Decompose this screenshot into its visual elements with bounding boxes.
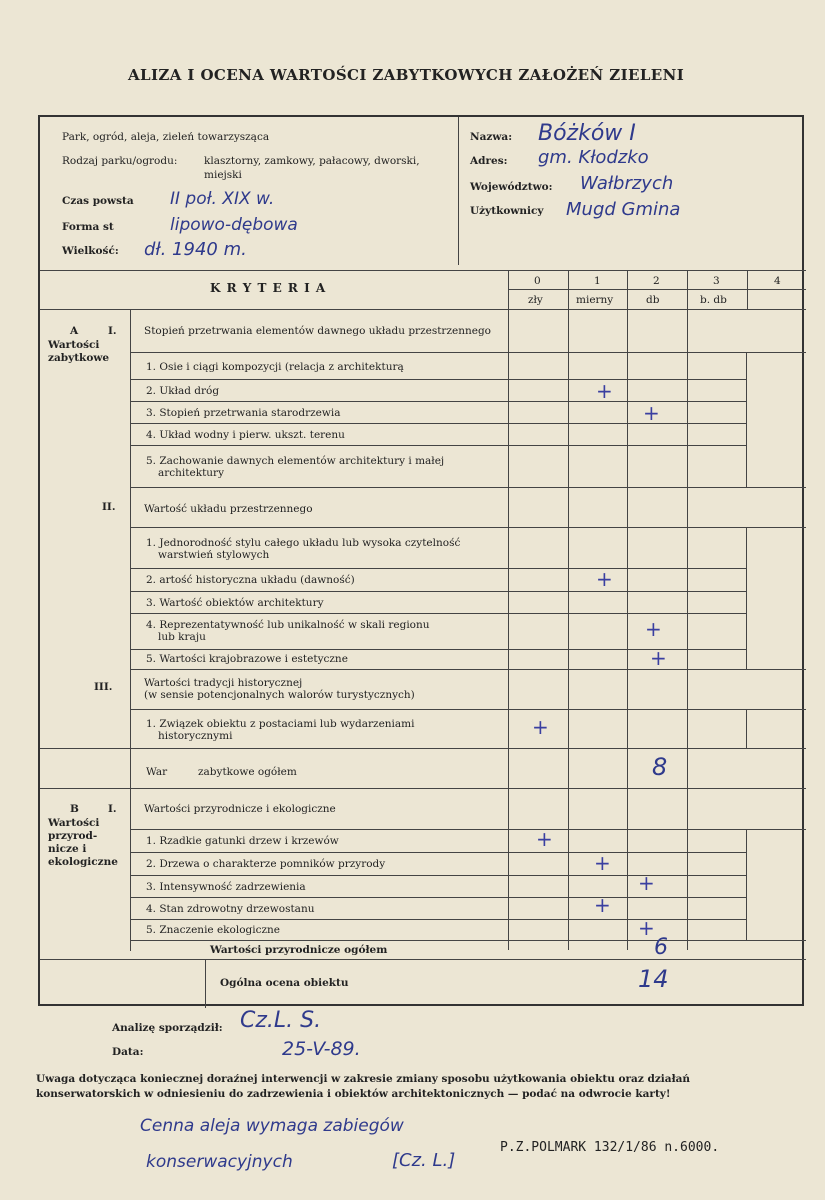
grid-vline-1: [568, 270, 569, 950]
mark-a-ii-4: +: [645, 617, 662, 641]
mark-b-1: +: [536, 827, 553, 851]
data-label: Data:: [112, 1046, 144, 1058]
header-divider: [458, 117, 459, 265]
section-a-letter: A: [70, 325, 79, 337]
a-ii-item-3: 3. Wartość obiektów architektury: [146, 597, 324, 609]
a-i-item-4: 4. Układ wodny i pierw. ukszt. terenu: [146, 429, 345, 441]
a-ii-item-4-cont: lub kraju: [158, 631, 206, 643]
col-2: 2: [653, 275, 660, 287]
overall-label: Ogólna ocena obiektu: [220, 977, 349, 989]
analize-value: Cz.L. S.: [240, 1008, 322, 1033]
a-total-label-a: War: [146, 766, 168, 778]
rodzaj-options: klasztorny, zamkowy, pałacowy, dworski,: [204, 155, 420, 167]
grid-vline-4: [747, 270, 748, 310]
b-item-1: 1. Rzadkie gatunki drzew i krzewów: [146, 835, 339, 847]
b-item-3: 3. Intensywność zadrzewienia: [146, 881, 306, 893]
sub-3: b. db: [700, 294, 727, 306]
a-i-heading: Stopień przetrwania elementów dawnego układu przestrzennego: [144, 325, 491, 337]
col-1: 1: [594, 275, 601, 287]
wielkosc-label: Wielkość:: [62, 245, 119, 257]
b-item-2: 2. Drzewa o charakterze pomników przyrody: [146, 858, 386, 870]
section-a-name: Wartości zabytkowe: [48, 339, 110, 364]
section-b-letter: B: [70, 803, 79, 815]
a-iii-item-1: 1. Związek obiektu z postaciami lub wydarzeniami: [146, 718, 415, 730]
wojewodztwo-value: Wałbrzych: [580, 173, 674, 194]
a-i-item-5-cont: architektury: [158, 467, 225, 479]
a-ii-roman: II.: [102, 501, 116, 513]
mark-b-4: +: [594, 893, 611, 917]
kryteria-label: K R Y T E R I A: [210, 281, 327, 295]
mark-a-ii-5: +: [650, 646, 667, 670]
analize-label: Analizę sporządził:: [112, 1022, 223, 1034]
a-i-item-5: 5. Zachowanie dawnych elementów architektury i małej: [146, 455, 445, 467]
b-item-5: 5. Znaczenie ekologiczne: [146, 924, 281, 936]
kryteria-mid-line: [508, 289, 806, 290]
a-ii-item-2: 2. artość historyczna układu (dawność): [146, 574, 355, 586]
data-value: 25-V-89.: [282, 1038, 361, 1060]
a-total-value: 8: [652, 753, 668, 781]
a-i-item-2: 2. Układ dróg: [146, 385, 220, 397]
intervention-note: Uwaga dotycząca koniecznej doraźnej interwencji w zakresie zmiany sposobu użytkowania obiektu oraz działań konserwatorskich w odniesieniu do zadrzewienia i obiektów architektonicznych — podać na odwrocie karty!: [36, 1073, 691, 1100]
czas-label: Czas powsta: [62, 195, 134, 207]
handwritten-note-initials: [Cz. L.]: [392, 1150, 456, 1171]
mark-b-2: +: [594, 851, 611, 875]
rodzaj-label: Rodzaj parku/ogrodu:: [62, 155, 178, 167]
handwritten-note-line-1: Cenna aleja wymaga zabiegów: [140, 1116, 404, 1136]
section-b-name: Wartości przyrod- nicze i ekologiczne: [48, 817, 118, 868]
sub-1: mierny: [576, 294, 614, 306]
nazwa-value: Bóżków I: [538, 121, 636, 146]
grid-vline-0: [508, 270, 509, 950]
section-a-roman: I.: [108, 325, 117, 337]
wielkosc-value: dł. 1940 m.: [144, 239, 247, 260]
rodzaj-options-2: miejski: [204, 169, 242, 181]
mark-a-i-3: +: [643, 401, 660, 425]
col-4: 4: [774, 275, 781, 287]
b-total-value: 6: [654, 935, 668, 960]
forma-label: Forma st: [62, 221, 114, 233]
category-divider: [130, 309, 131, 951]
overall-value: 14: [638, 965, 669, 993]
adres-label: Adres:: [470, 155, 508, 167]
mark-b-5: +: [638, 916, 655, 940]
col-0: 0: [534, 275, 541, 287]
sub-2: db: [646, 294, 660, 306]
park-label: Park, ogród, aleja, zieleń towarzysząca: [62, 131, 270, 143]
uzytkownicy-value: Mugd Gmina: [566, 199, 681, 220]
evaluation-form: [38, 115, 804, 1006]
b-total-label: Wartości przyrodnicze ogółem: [210, 944, 388, 956]
print-footer: P.Z.POLMARK 132/1/86 n.6000.: [500, 1140, 720, 1155]
mark-a-ii-2: +: [596, 567, 613, 591]
a-iii-heading-2: (w sensie potencjonalnych walorów turystycznych): [144, 689, 415, 701]
mark-a-i-2: +: [596, 379, 613, 403]
a-i-item-1: 1. Osie i ciągi kompozycji (relacja z architekturą: [146, 361, 404, 373]
handwritten-note-line-2: konserwacyjnych: [146, 1152, 293, 1172]
document-title: ALIZA I OCENA WARTOŚCI ZABYTKOWYCH ZAŁOŻEŃ ZIELENI: [128, 66, 685, 84]
a-ii-item-4: 4. Reprezentatywność lub unikalność w skali regionu: [146, 619, 430, 631]
col-3: 3: [713, 275, 720, 287]
a-ii-item-5: 5. Wartości krajobrazowe i estetyczne: [146, 653, 348, 665]
forma-value: lipowo-dębowa: [170, 215, 298, 235]
mark-b-3: +: [638, 871, 655, 895]
section-b-roman: I.: [108, 803, 117, 815]
b-item-4: 4. Stan zdrowotny drzewostanu: [146, 903, 315, 915]
sub-0: zły: [528, 294, 543, 306]
a-ii-item-1-cont: warstwień stylowych: [158, 549, 270, 561]
adres-value: gm. Kłodzko: [538, 147, 649, 168]
mark-a-iii-1: +: [532, 715, 549, 739]
uzytkownicy-label: Użytkownicy: [470, 205, 544, 217]
grid-vline-3: [687, 270, 688, 950]
wojewodztwo-label: Województwo:: [470, 181, 553, 193]
a-ii-heading: Wartość układu przestrzennego: [144, 503, 313, 515]
kryteria-top-line: [40, 270, 806, 271]
a-ii-item-1: 1. Jednorodność stylu całego układu lub wysoka czytelność: [146, 537, 461, 549]
a-iii-roman: III.: [94, 681, 113, 693]
czas-value: II poł. XIX w.: [170, 189, 275, 209]
b-heading: Wartości przyrodnicze i ekologiczne: [144, 803, 336, 815]
a-iii-heading: Wartości tradycji historycznej: [144, 677, 303, 689]
a-total-label-b: zabytkowe ogółem: [198, 766, 297, 778]
a-iii-item-1-cont: historycznymi: [158, 730, 233, 742]
kryteria-bottom-line: [40, 309, 806, 310]
a-i-item-3: 3. Stopień przetrwania starodrzewia: [146, 407, 341, 419]
nazwa-label: Nazwa:: [470, 131, 513, 143]
grid-vline-2: [627, 270, 628, 950]
